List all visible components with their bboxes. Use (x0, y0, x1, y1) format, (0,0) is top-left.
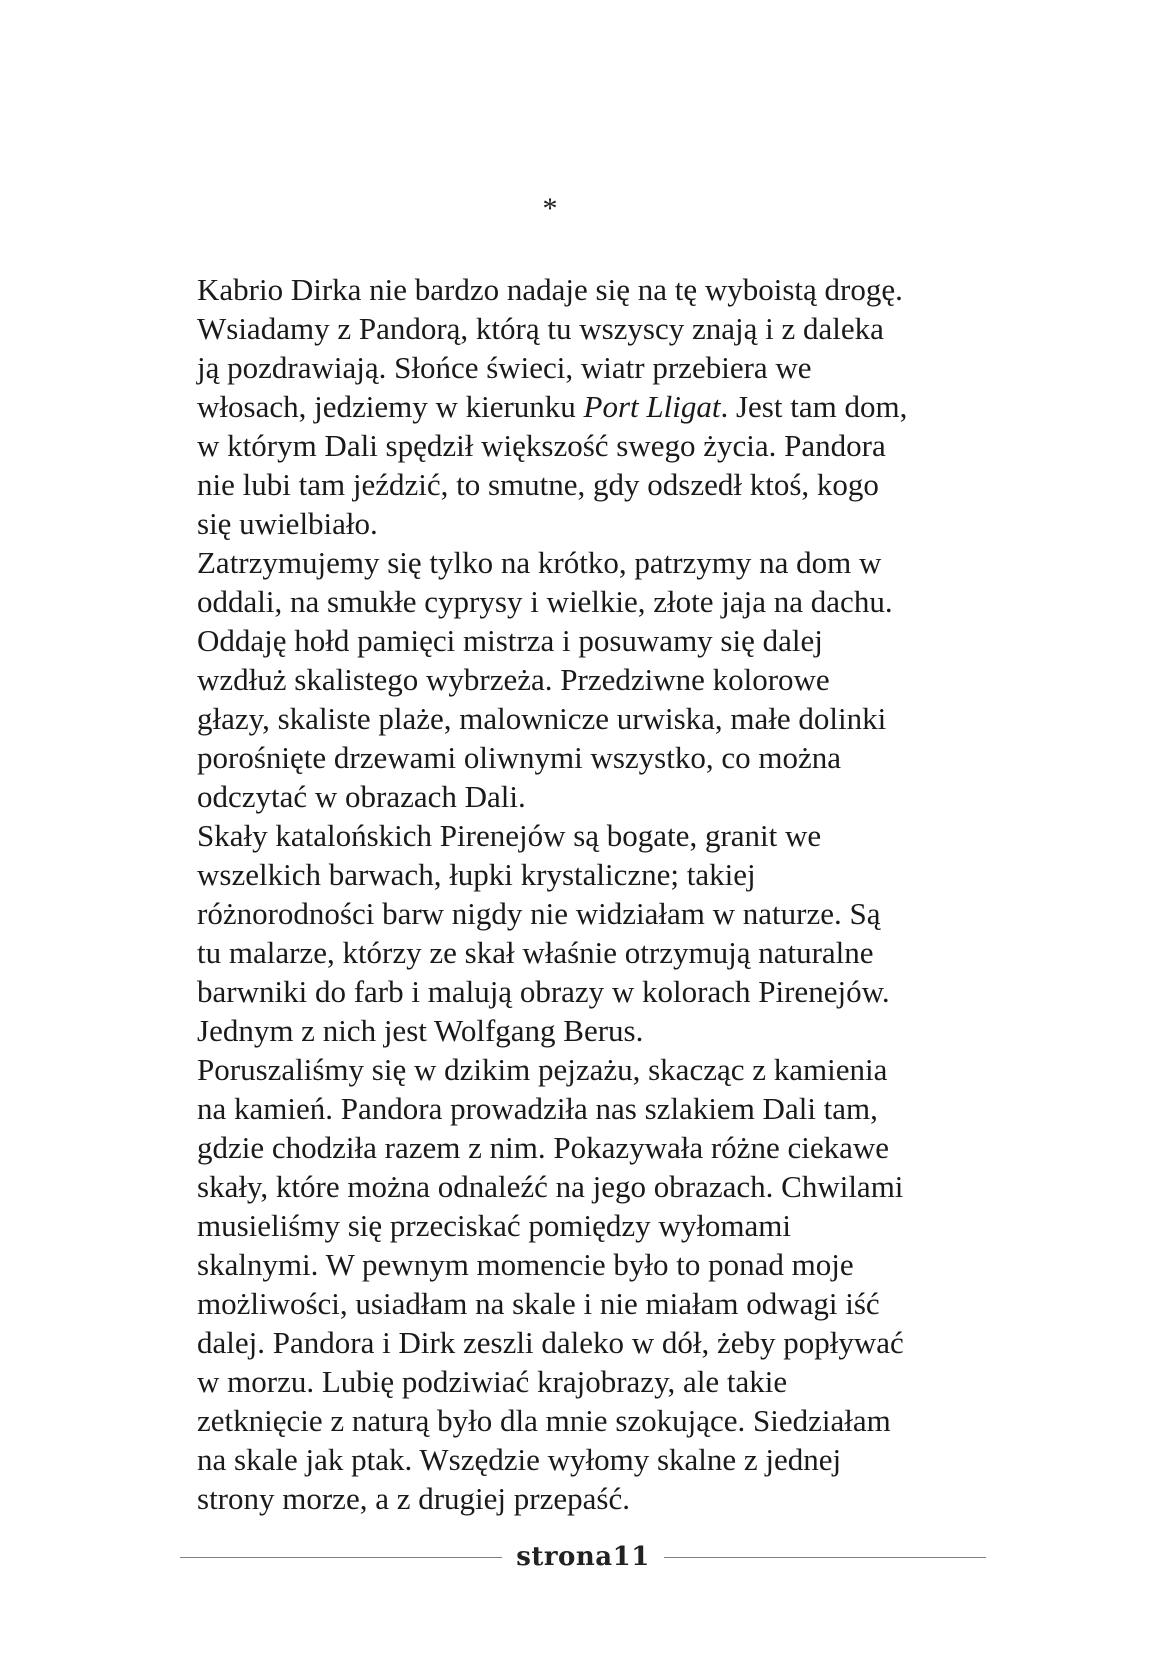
text-line (197, 1284, 997, 1323)
text-line (197, 894, 997, 933)
text-segment: gdzie chodziła razem z nim. Pokazywała różne ciekawe (197, 1130, 889, 1165)
text-line (197, 621, 997, 660)
text-line (197, 1128, 997, 1167)
text-line (197, 309, 997, 348)
text-line (197, 855, 997, 894)
footer-rule-right (664, 1557, 986, 1558)
text-segment: wszelkich barwach, łupki krystaliczne; takiej (197, 857, 756, 892)
text-segment: Kabrio Dirka nie bardzo nadaje się na tę wyboistą drogę. (197, 272, 903, 307)
text-line (197, 1362, 997, 1401)
text-line (197, 426, 997, 465)
text-segment: . Jest tam dom, (720, 389, 908, 424)
text-segment: barwniki do farb i malują obrazy w kolorach Pirenejów. (197, 974, 890, 1009)
text-segment: możliwości, usiadłam na skale i nie miałam odwagi iść (197, 1286, 880, 1321)
footer-rule-left (180, 1557, 502, 1558)
text-line (197, 1323, 997, 1362)
text-line (197, 699, 997, 738)
text-segment: Poruszaliśmy się w dzikim pejzażu, skacząc z kamienia (197, 1052, 888, 1087)
text-segment: włosach, jedziemy w kierunku (197, 389, 584, 424)
body-text (197, 270, 997, 1518)
text-segment: na kamień. Pandora prowadziła nas szlakiem Dali tam, (197, 1091, 878, 1126)
text-line (197, 387, 997, 426)
text-segment: Skały katalońskich Pirenejów są bogate, granit we (197, 818, 822, 853)
text-line (197, 1440, 997, 1479)
text-segment: Jednym z nich jest Wolfgang Berus. (197, 1013, 644, 1048)
text-segment: w morzu. Lubię podziwiać krajobrazy, ale takie (197, 1364, 788, 1399)
text-segment: ją pozdrawiają. Słońce świeci, wiatr przebiera we (197, 350, 812, 385)
text-line (197, 504, 997, 543)
text-segment: wzdłuż skalistego wybrzeża. Przedziwne kolorowe (197, 662, 830, 697)
italic-place-name: Port Lligat (583, 389, 721, 424)
text-segment: Zatrzymujemy się tylko na krótko, patrzymy na dom w (197, 545, 882, 580)
text-segment: porośnięte drzewami oliwnymi wszystko, co można (197, 740, 841, 775)
text-line (197, 1206, 997, 1245)
text-segment: odczytać w obrazach Dali. (197, 779, 526, 814)
text-line (197, 270, 997, 309)
text-line (197, 348, 997, 387)
text-segment: zetknięcie z naturą było dla mnie szokujące. Siedziałam (197, 1403, 891, 1438)
text-segment: się uwielbiało. (197, 506, 378, 541)
text-segment: strony morze, a z drugiej przepaść. (197, 1481, 630, 1516)
text-line (197, 1245, 997, 1284)
text-line (197, 1479, 997, 1518)
text-line (197, 1167, 997, 1206)
text-segment: dalej. Pandora i Dirk zeszli daleko w dół, żeby popływać (197, 1325, 904, 1360)
text-segment: Oddaję hołd pamięci mistrza i posuwamy się dalej (197, 623, 823, 658)
text-line (197, 582, 997, 621)
text-segment: oddali, na smukłe cyprysy i wielkie, złote jaja na dachu. (197, 584, 893, 619)
text-line (197, 543, 997, 582)
text-segment: tu malarze, którzy ze skał właśnie otrzymują naturalne (197, 935, 874, 970)
text-line (197, 1089, 997, 1128)
text-segment: nie lubi tam jeździć, to smutne, gdy odszedł ktoś, kogo (197, 467, 879, 502)
text-segment: Wsiadamy z Pandorą, którą tu wszyscy znają i z daleka (197, 311, 884, 346)
text-line (197, 933, 997, 972)
text-line (197, 660, 997, 699)
text-line (197, 738, 997, 777)
text-segment: na skale jak ptak. Wszędzie wyłomy skalne z jednej (197, 1442, 842, 1477)
text-segment: głazy, skaliste plaże, malownicze urwiska, małe dolinki (197, 701, 887, 736)
page-footer (180, 1537, 986, 1577)
text-line (197, 816, 997, 855)
text-line (197, 1401, 997, 1440)
text-line (197, 972, 997, 1011)
text-segment: skały, które można odnaleźć na jego obrazach. Chwilami (197, 1169, 904, 1204)
text-line (197, 465, 997, 504)
page-number: strona11 (516, 1542, 650, 1572)
text-line (197, 777, 997, 816)
text-segment: musieliśmy się przeciskać pomiędzy wyłomami (197, 1208, 792, 1243)
text-segment: różnorodności barw nigdy nie widziałam w naturze. Są (197, 896, 881, 931)
text-line (197, 1011, 997, 1050)
text-line (197, 1050, 997, 1089)
section-break-asterisk: * (542, 192, 558, 225)
text-segment: w którym Dali spędził większość swego życia. Pandora (197, 428, 886, 463)
text-segment: skalnymi. W pewnym momencie było to ponad moje (197, 1247, 854, 1282)
